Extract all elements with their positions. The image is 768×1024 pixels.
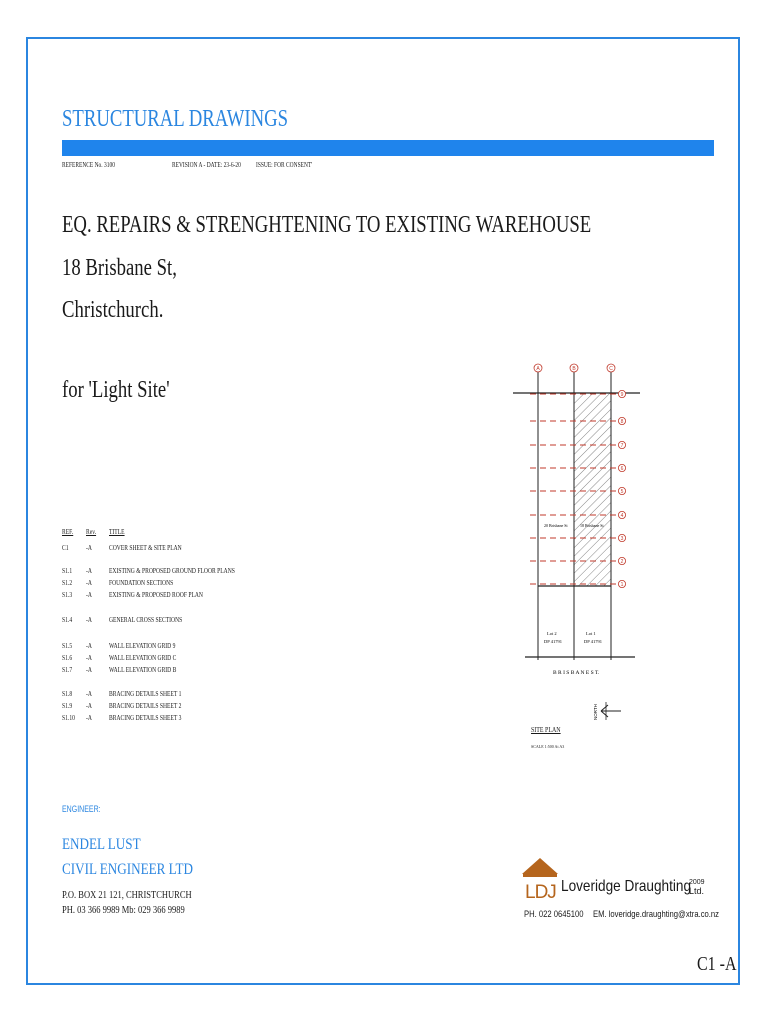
logo-roof	[522, 858, 558, 874]
row-title: WALL ELEVATION GRID B	[109, 666, 177, 674]
row-ref: S1.5	[62, 642, 73, 650]
lot-right: Lot 1	[586, 631, 596, 636]
engineer-phone: PH. 03 366 9989 Mb: 029 366 9989	[62, 905, 185, 916]
drafter-phone: PH. 022 0645100	[524, 909, 584, 919]
revision-date: REVISION A - DATE: 23-6-20	[172, 161, 241, 169]
grid-label-2: 2	[620, 558, 624, 565]
row-title: EXISTING & PROPOSED GROUND FLOOR PLANS	[109, 567, 235, 575]
drawing-set-title: STRUCTURAL DRAWINGS	[62, 106, 289, 132]
row-title: BRACING DETAILS SHEET 2	[109, 702, 182, 710]
drafter-name: Loveridge Draughting	[561, 878, 692, 895]
site-plan-drawing	[500, 350, 650, 730]
grid-label-b: B	[572, 366, 576, 372]
grid-label-4: 4	[620, 512, 624, 519]
engineer-name: ENDEL LUST	[62, 836, 141, 853]
project-title: EQ. REPAIRS & STRENGHTENING TO EXISTING WAREHOUSE	[62, 212, 592, 238]
building-hatch	[574, 393, 611, 586]
row-ref: S1.2	[62, 579, 73, 587]
row-title: WALL ELEVATION GRID C	[109, 654, 177, 662]
north-arrow	[593, 702, 621, 720]
row-title: WALL ELEVATION GRID 9	[109, 642, 176, 650]
logo-letters: LDJ	[525, 882, 556, 902]
row-title: FOUNDATION SECTIONS	[109, 579, 174, 587]
row-title: BRACING DETAILS SHEET 1	[109, 690, 182, 698]
drafter-year-ltd	[689, 879, 705, 896]
row-ref: S1.1	[62, 567, 73, 575]
grid-label-9: 9	[620, 391, 624, 398]
grid-label-8: 8	[620, 418, 624, 425]
street-name: B R I S B A N E S T.	[553, 670, 600, 676]
row-ref: S1.3	[62, 591, 73, 599]
col-header-ref: REF.	[62, 528, 74, 536]
project-address-street: 18 Brisbane St,	[62, 255, 177, 281]
row-rev: -A	[86, 654, 92, 662]
row-ref: S1.7	[62, 666, 73, 674]
grid-label-c: C	[609, 366, 613, 372]
address-left: 20 Brisbane St	[544, 523, 568, 528]
row-rev: -A	[86, 690, 92, 698]
row-ref: S1.4	[62, 616, 73, 624]
row-ref: C1	[62, 544, 69, 552]
project-address-city: Christchurch.	[62, 297, 164, 323]
reference-number: REFERENCE No. 3100	[62, 161, 115, 169]
issue-status: ISSUE: FOR CONSENT'	[256, 161, 313, 169]
col-header-title: TITLE	[109, 528, 125, 536]
site-plan-label: SITE PLAN	[531, 726, 561, 734]
grid-label-3: 3	[620, 535, 624, 542]
row-ref: S1.6	[62, 654, 73, 662]
project-client: for 'Light Site'	[62, 377, 170, 403]
col-header-rev: Rev.	[86, 528, 97, 536]
engineer-company: CIVIL ENGINEER LTD	[62, 861, 193, 878]
row-rev: -A	[86, 642, 92, 650]
grid-label-5: 5	[620, 488, 624, 495]
row-rev: -A	[86, 567, 92, 575]
lot-left: Lot 2	[547, 631, 557, 636]
grid-label-1: 1	[620, 581, 624, 588]
row-rev: -A	[86, 544, 92, 552]
row-rev: -A	[86, 579, 92, 587]
sheet-number: C1 -A	[697, 953, 737, 975]
drafter-ltd: Ltd.	[689, 886, 705, 896]
grid-label-7: 7	[620, 442, 624, 449]
row-rev: -A	[86, 591, 92, 599]
engineer-label: ENGINEER:	[62, 804, 101, 814]
row-title: COVER SHEET & SITE PLAN	[109, 544, 182, 552]
row-title: BRACING DETAILS SHEET 3	[109, 714, 182, 722]
row-rev: -A	[86, 666, 92, 674]
row-ref: S1.10	[62, 714, 75, 722]
row-rev: -A	[86, 702, 92, 710]
grid-label-a: A	[536, 366, 540, 372]
title-bar	[62, 140, 714, 156]
row-rev: -A	[86, 714, 92, 722]
row-title: GENERAL CROSS SECTIONS	[109, 616, 183, 624]
row-ref: S1.9	[62, 702, 73, 710]
row-ref: S1.8	[62, 690, 73, 698]
drafter-year: 2009	[689, 879, 705, 886]
drafter-email: EM. loveridge.draughting@xtra.co.nz	[593, 909, 719, 919]
loveridge-logo	[520, 856, 560, 902]
row-rev: -A	[86, 616, 92, 624]
site-plan-scale: SCALE 1:500 At A3	[531, 744, 565, 749]
row-title: EXISTING & PROPOSED ROOF PLAN	[109, 591, 203, 599]
engineer-address: P.O. BOX 21 121, CHRISTCHURCH	[62, 890, 192, 901]
grid-label-6: 6	[620, 465, 624, 472]
address-right: 18 Brisbane St	[580, 523, 604, 528]
dp-left: DP 41791	[544, 639, 562, 644]
dp-right: DP 41791	[584, 639, 602, 644]
north-label: NORTH	[593, 704, 598, 720]
